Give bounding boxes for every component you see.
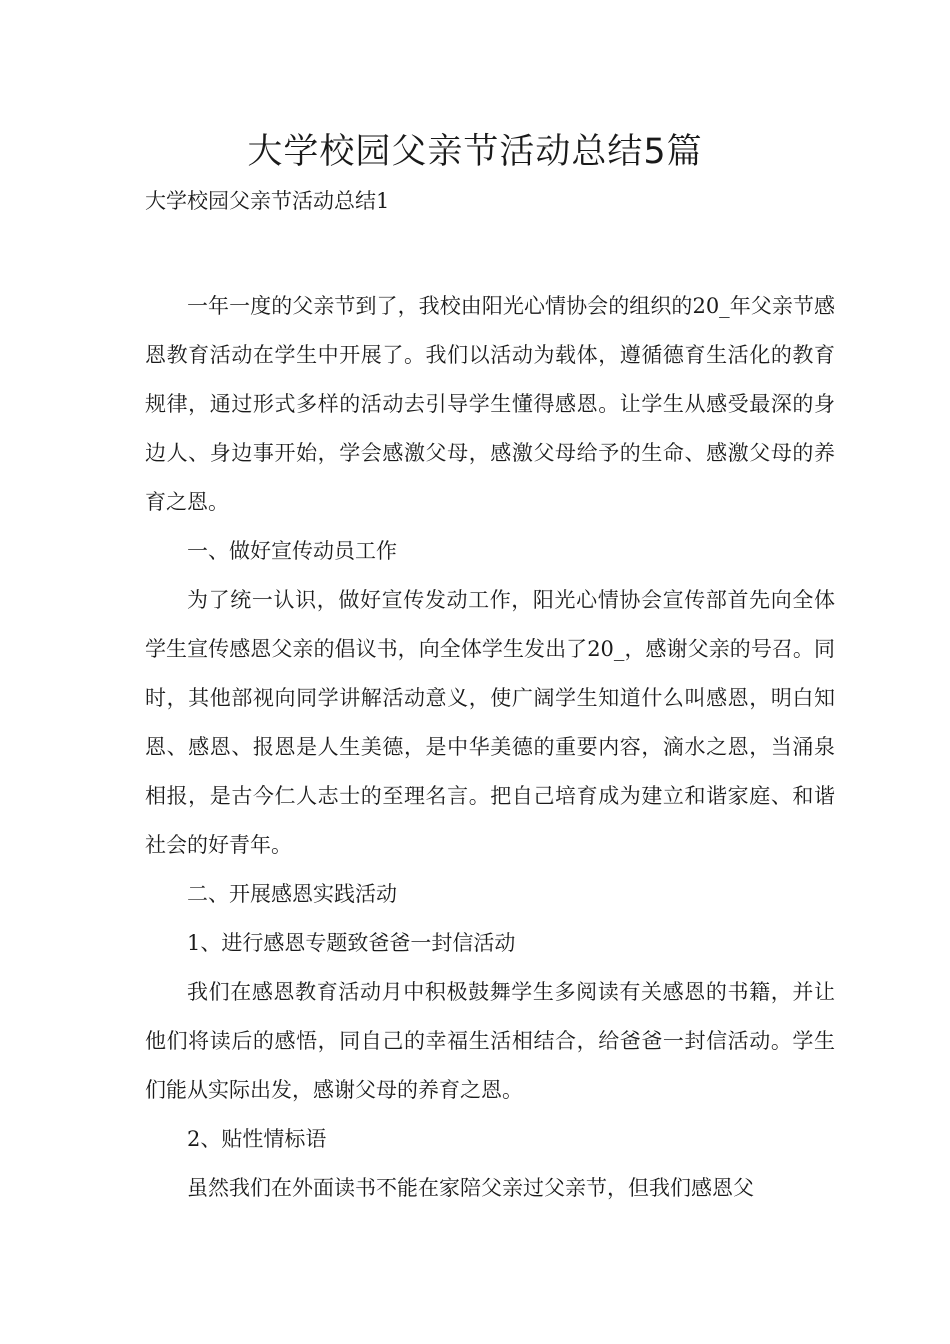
paragraph-slogans: 虽然我们在外面读书不能在家陪父亲过父亲节，但我们感恩父 bbox=[187, 1176, 754, 1200]
section-heading-2: 二、开展感恩实践活动 bbox=[187, 882, 397, 906]
document-body bbox=[145, 282, 835, 1213]
document-subtitle: 大学校园父亲节活动总结1 bbox=[145, 189, 390, 213]
paragraph-publicity: 为了统一认识，做好宣传发动工作，阳光心情协会宣传部首先向全体学生宣传感恩父亲的倡议书，向全体学生发出了20_，感谢父亲的号召。同时，其他部视向同学讲解活动意义，使广阔学生知道什么叫感恩，明白知恩、感恩、报恩是人生美德，是中华美德的重要内容，滴水之恩，当涌泉相报，是古今仁人志士的至理名言。把自己培育成为建立和谐家庭、和谐社会的好青年。 bbox=[145, 588, 835, 857]
document-title: 大学校园父亲节活动总结5篇 bbox=[247, 132, 703, 172]
subsection-heading-2: 2、贴性情标语 bbox=[187, 1127, 327, 1151]
paragraph-intro: 一年一度的父亲节到了，我校由阳光心情协会的组织的20_年父亲节感恩教育活动在学生中开展了。我们以活动为载体，遵循德育生活化的教育规律，通过形式多样的活动去引导学生懂得感恩。让学生从感受最深的身边人、身边事开始，学会感激父母，感激父母给予的生命、感激父母的养育之恩。 bbox=[145, 294, 835, 514]
paragraph-letter-activity: 我们在感恩教育活动月中积极鼓舞学生多阅读有关感恩的书籍，并让他们将读后的感悟，同自己的幸福生活相结合，给爸爸一封信活动。学生们能从实际出发，感谢父母的养育之恩。 bbox=[145, 980, 835, 1102]
section-heading-1: 一、做好宣传动员工作 bbox=[187, 539, 397, 563]
subsection-heading-1: 1、进行感恩专题致爸爸一封信活动 bbox=[187, 931, 516, 955]
